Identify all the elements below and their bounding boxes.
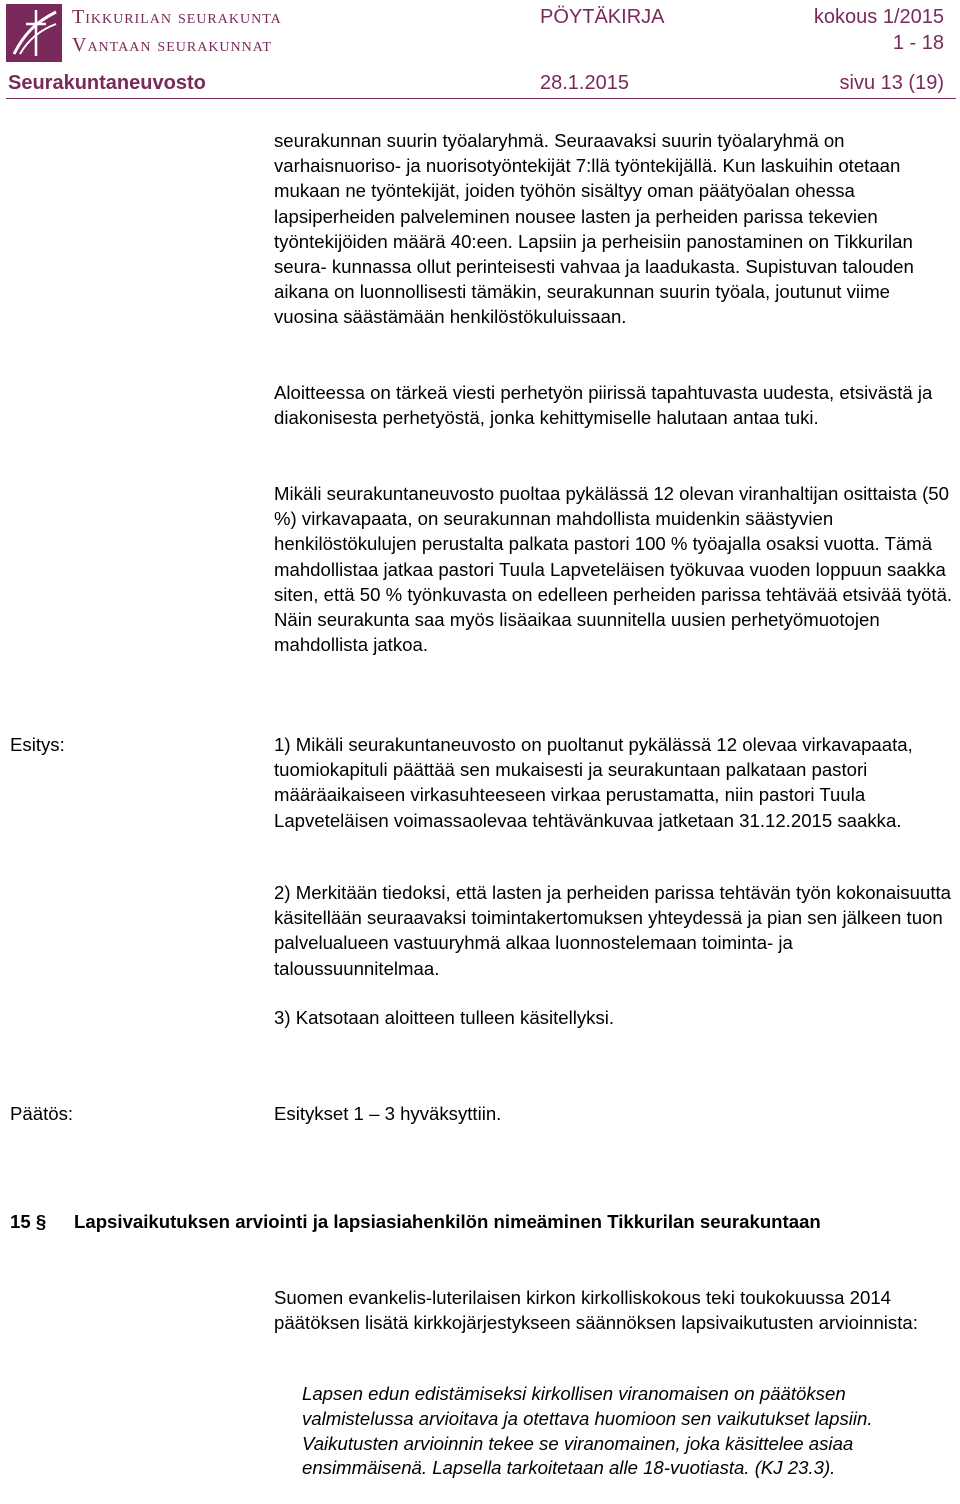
header-divider	[6, 98, 956, 99]
proposal-item-3: 3) Katsotaan aloitteen tulleen käsitellyksi.	[274, 1007, 615, 1028]
logo-text-line1: Tikkurilan seurakunta	[72, 6, 282, 28]
page-number: sivu 13 (19)	[839, 72, 944, 94]
logo-text-line2: Vantaan seurakunnat	[72, 34, 272, 56]
parish-logo-icon	[6, 4, 62, 62]
proposal-item-1: 1) Mikäli seurakuntaneuvosto on puoltanut pykälässä 12 olevaa virkavapaata, tuomiokapituli päättää sen mukaisesti ja seurakuntaan palkataan pastori määräaikaiseen virkasuhteeseen virkaa perustamatta, niin pastori Tuula Lapveteläisen voimassaolevaa tehtävänkuvaa jatketaan 31.12.2015 saakka.	[274, 734, 913, 831]
proposal-item-2: 2) Merkitään tiedoksi, että lasten ja perheiden parissa tehtävän työn kokonaisuutta käsitellään seuraavaksi toimintakertomuksen yhteydessä ja pian sen jälkeen tuon palvelualueen vastuuryhmä alkaa luonnostelemaan toiminta- ja taloussuunnitelmaa.	[274, 882, 952, 979]
esitys-label: Esitys:	[10, 734, 65, 755]
meeting-number: kokous 1/2015	[813, 6, 944, 28]
section-title: Lapsivaikutuksen arviointi ja lapsiasiahenkilön nimeäminen Tikkurilan seurakuntaan	[74, 1211, 821, 1232]
section-range: 1 - 18	[892, 32, 944, 54]
organ-name: Seurakuntaneuvosto	[8, 72, 206, 94]
paragraph-initiative: Aloitteessa on tärkeä viesti perhetyön piirissä tapahtuvasta uudesta, etsivästä ja diakonisesta perhetyöstä, jonka kehittymiselle halutaan antaa tuki.	[274, 382, 933, 429]
page-header	[0, 0, 960, 100]
quoted-regulation: Lapsen edun edistämiseksi kirkollisen viranomaisen on päätöksen valmistelussa arvioitava ja otettava huomioon sen vaikutukset lapsiin. Vaikutusten arvioinnin tekee se viranomainen, joka käsittelee asiaa ensimmäisenä. Lapsella tarkoitetaan alle 18-vuotiasta. (KJ 23.3).	[302, 1383, 873, 1479]
paragraph-church-decision: Suomen evankelis-luterilaisen kirkon kirkolliskokous teki toukokuussa 2014 päätöksen lisätä kirkkojärjestykseen säännöksen lapsivaikutusten arvioinnista:	[274, 1287, 918, 1334]
paragraph-workforce: seurakunnan suurin työalaryhmä. Seuraavaksi suurin työalaryhmä on varhaisnuoriso- ja nuorisotyöntekijät 7:llä työntekijällä. Kun laskuihin otetaan mukaan ne työntekijät, joiden työhön sisältyy oman päätyöalan ohessa lapsiperheiden palveleminen nousee lasten ja perheiden parissa tekevien työntekijöiden määrä 40:een. Lapsiin ja perheisiin panostaminen on Tikkurilan seura- kunnassa ollut perinteisesti vahvaa ja laadukasta. Supistuvan talouden aikana on luonnollisesti tämäkin, seurakunnan suurin työala, joutunut viime vuosina säästämään henkilöstökuluissaan.	[274, 130, 914, 328]
paatos-label: Päätös:	[10, 1103, 74, 1124]
paragraph-proposal-context: Mikäli seurakuntaneuvosto puoltaa pykälässä 12 olevan viranhaltijan osittaista (50 %) virkavapaata, on seurakunnan mahdollista muidenkin säästyvien henkilöstökulujen perustalta palkata pastori 100 % työajalla osaksi vuotta. Tämä mahdollistaa jatkaa pastori Tuula Lapveteläisen työkuvaa vuoden loppuun saakka siten, että 50 % työnkuvasta on edelleen perheiden parissa tehtävää etsivää työtä. Näin seurakunta saa myös lisäaikaa suunnitella uusien perhetyömuotojen mahdollista jatkoa.	[274, 483, 953, 656]
section-number: 15 §	[10, 1211, 47, 1232]
document-type: PÖYTÄKIRJA	[540, 6, 665, 28]
meeting-date: 28.1.2015	[540, 72, 629, 94]
decision-text: Esitykset 1 – 3 hyväksyttiin.	[274, 1103, 502, 1124]
